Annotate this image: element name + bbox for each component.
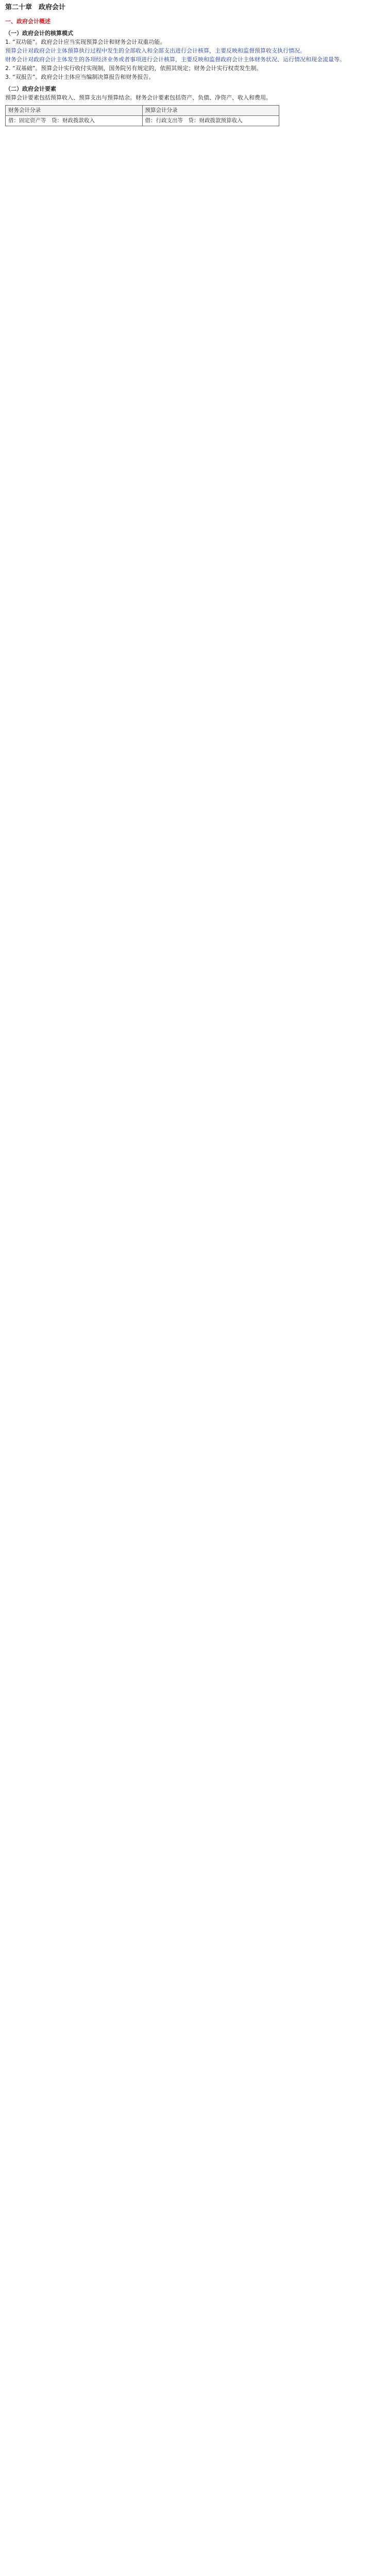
paragraph: 预算会计对政府会计主体预算执行过程中发生的全部收入和全部支出进行会计核算，主要反映和监督预算收支执行情况。 bbox=[5, 47, 306, 54]
subsection-heading: （二）政府会计要素 bbox=[5, 86, 56, 92]
table-cell: 借：行政支出等 贷：财政拨款预算收入 bbox=[142, 116, 279, 126]
table-cell: 借：固定资产等 贷：财政拨款收入 bbox=[6, 116, 143, 126]
section-heading: 一、政府会计概述 bbox=[5, 18, 50, 25]
content-area bbox=[5, 130, 366, 2576]
paragraph: 3. “双报告”。政府会计主体应当编制决算报告和财务报告。 bbox=[5, 74, 155, 80]
paragraph: 预算会计要素包括预算收入、预算支出与预算结余。财务会计要素包括资产、负债、净资产、收入和费用。 bbox=[5, 94, 272, 101]
table-header-cell: 财务会计分录 bbox=[6, 106, 143, 116]
paragraph: 2. “双基础”。预算会计实行收付实现制，国务院另有规定的，依照其规定；财务会计实行权责发生制。 bbox=[5, 65, 262, 72]
document-page bbox=[5, 0, 366, 2576]
subsection-heading: （一）政府会计的核算模式 bbox=[5, 30, 73, 37]
paragraph: 1. “双功能”。政府会计应当实现预算会计和财务会计双重功能。 bbox=[5, 39, 166, 45]
paragraph: 财务会计对政府会计主体发生的各项经济业务或者事项进行会计核算，主要反映和监督政府会计主体财务状况、运行情况和现金流量等。 bbox=[5, 56, 345, 63]
entry-table bbox=[5, 105, 279, 126]
chapter-title: 第二十章 政府会计 bbox=[5, 4, 66, 11]
table-header-cell: 预算会计分录 bbox=[142, 106, 279, 116]
